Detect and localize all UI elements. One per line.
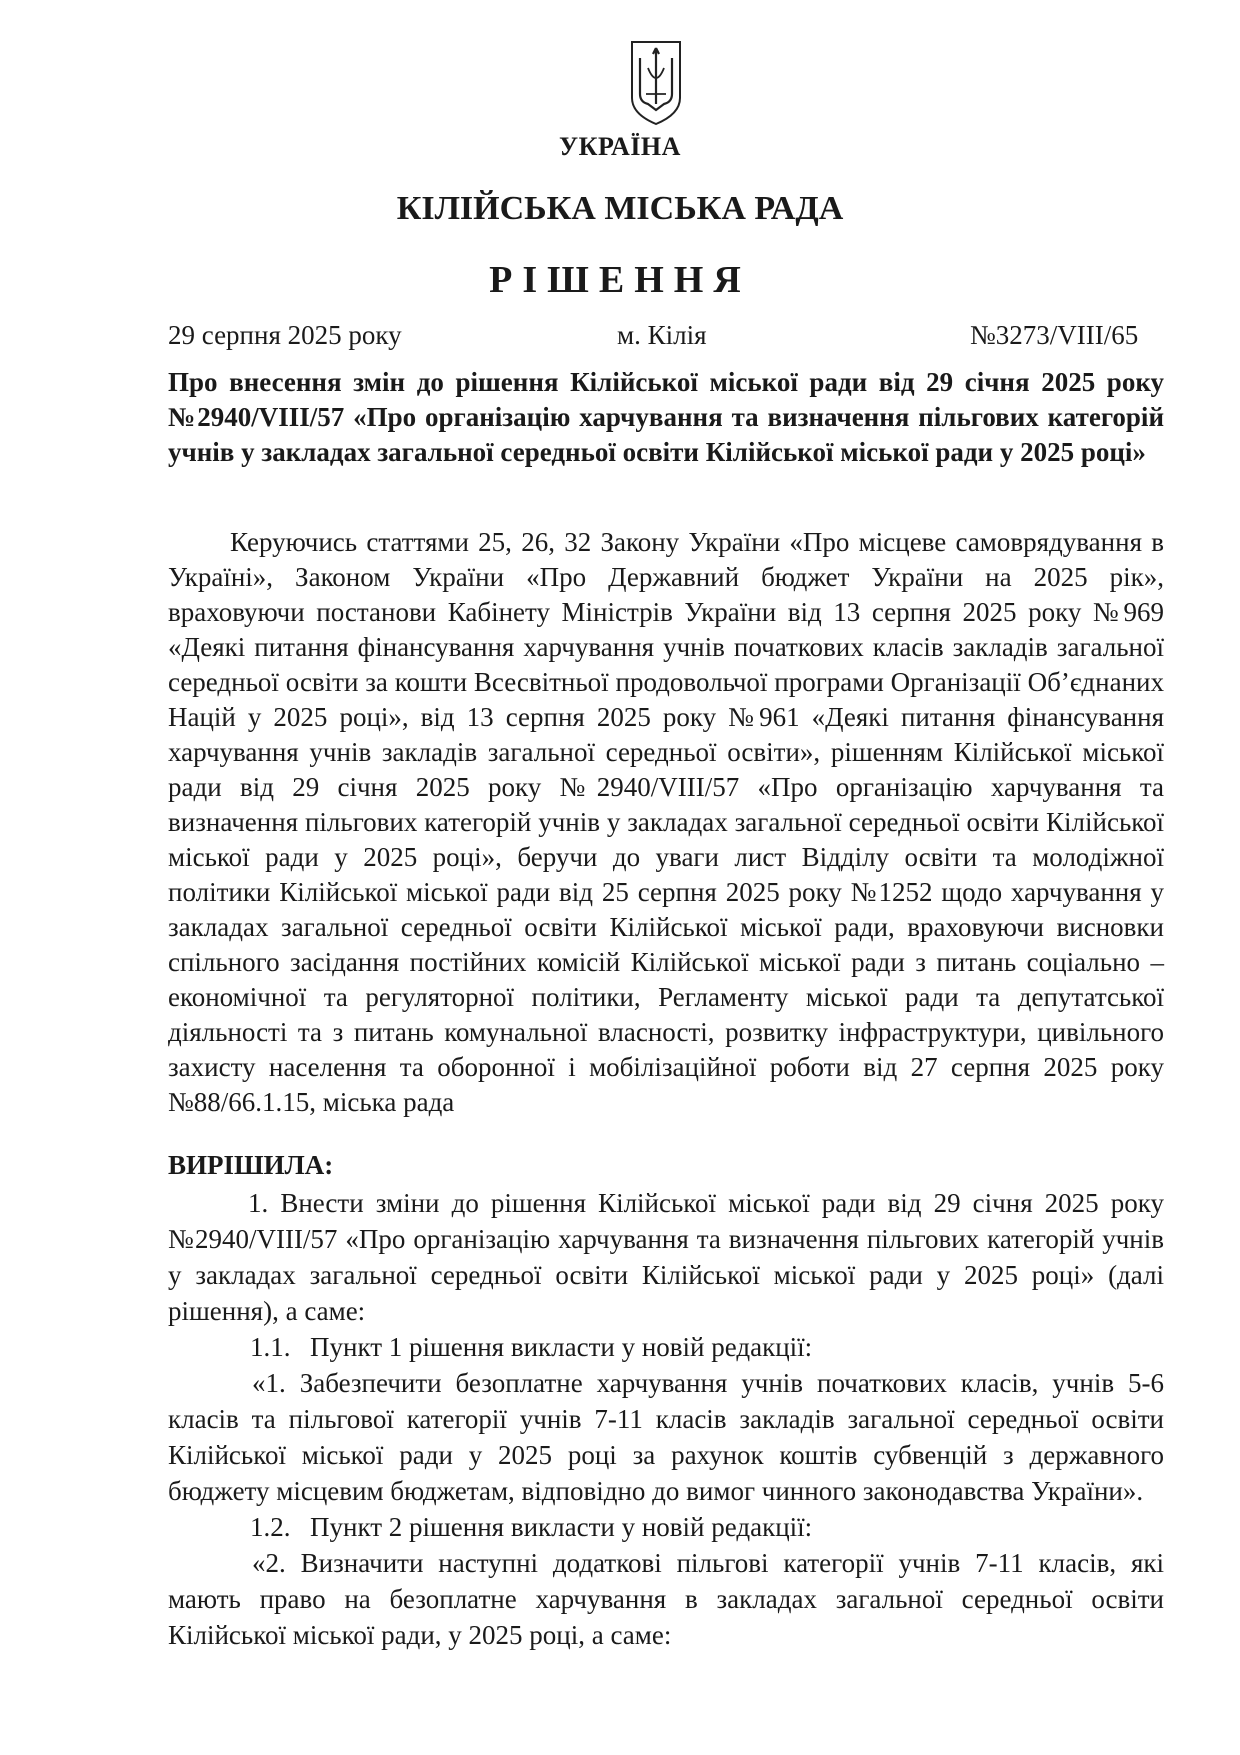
resolved-label: ВИРІШИЛА: [168, 1150, 334, 1180]
decision-subject: Про внесення змін до рішення Кілійської міської ради від 29 січня 2025 року №2940/VIII/57 «Про організацію харчування та визначення пільгових категорій учнів у закладах загальної середньої освіти Кілійської міської ради у 2025 році» [168, 367, 1164, 467]
item-1: 1. Внести зміни до рішення Кілійської міської ради від 29 січня 2025 року №2940/VIII/57 «Про організацію харчування та визначення пільгових категорій учнів у закладах загальної середньої освіти Кілійської міської ради у 2025 році» (далі рішення), а саме: [168, 1188, 1164, 1326]
preamble-paragraph: Керуючись статтями 25, 26, 32 Закону України «Про місцеве самоврядування в Україні», Законом України «Про Державний бюджет України на 2025 рік», враховуючи постанови Кабінету Міністрів України від 13 серпня 2025 року №969 «Деякі питання фінансування харчування учнів початкових класів закладів загальної середньої освіти за кошти Всесвітньої продовольчої програми Організації Об’єднаних Націй у 2025 році», від 13 серпня 2025 року №961 «Деякі питання фінансування харчування учнів закладів загальної середньої освіти», рішенням Кілійської міської ради від 29 січня 2025 року №2940/VIII/57 «Про організацію харчування та визначення пільгових категорій учнів у закладах загальної середньої освіти Кілійської міської ради у 2025 році», беручи до уваги лист Відділу освіти та молодіжної політики Кілійської міської ради від 25 серпня 2025 року №1252 щодо харчування у закладах загальної середньої освіти Кілійської міської ради, враховуючи висновки спільного засідання постійних комісій Кілійської міської ради з питань соціально – економічної та регуляторної політики, Регламенту міської ради та депутатської діяльності та з питань комунальної власності, розвитку інфраструктури, цивільного захисту населення та оборонної і мобілізаційної роботи від 27 серпня 2025 року №88/66.1.15, міська рада [168, 527, 1164, 1117]
subitem-number: 1.2. [250, 1512, 291, 1542]
trident-emblem-icon [626, 38, 686, 126]
decision-number: №3273/VIII/65 [970, 320, 1139, 350]
decision-items [168, 1185, 1164, 1653]
subitem-1-1 [168, 1329, 1164, 1365]
decision-date: 29 серпня 2025 року [168, 320, 402, 350]
quoted-item-1: «1. Забезпечити безоплатне харчування учнів початкових класів, учнів 5-6 класів та пільгової категорії учнів 7-11 класів закладів загальної середньої освіти Кілійської міської ради у 2025 році за рахунок коштів субвенцій з державного бюджету місцевим бюджетам, відповідно до вимог чинного законодавства України». [168, 1368, 1164, 1506]
subitem-text: Пункт 1 рішення викласти у новій редакції: [310, 1332, 813, 1362]
subitem-1-2 [168, 1509, 1164, 1545]
council-heading: КІЛІЙСЬКА МІСЬКА РАДА [396, 190, 844, 227]
subitem-text: Пункт 2 рішення викласти у новій редакції: [310, 1512, 813, 1542]
quoted-item-2: «2. Визначити наступні додаткові пільгові категорії учнів 7-11 класів, які мають право на безоплатне харчування в закладах загальної середньої освіти Кілійської міської ради, у 2025 році, а саме: [168, 1548, 1164, 1650]
document-type-heading: РІШЕННЯ [489, 259, 751, 301]
country-heading: УКРАЇНА [559, 132, 681, 161]
decision-city: м. Кілія [617, 320, 707, 350]
subitem-number: 1.1. [250, 1332, 291, 1362]
